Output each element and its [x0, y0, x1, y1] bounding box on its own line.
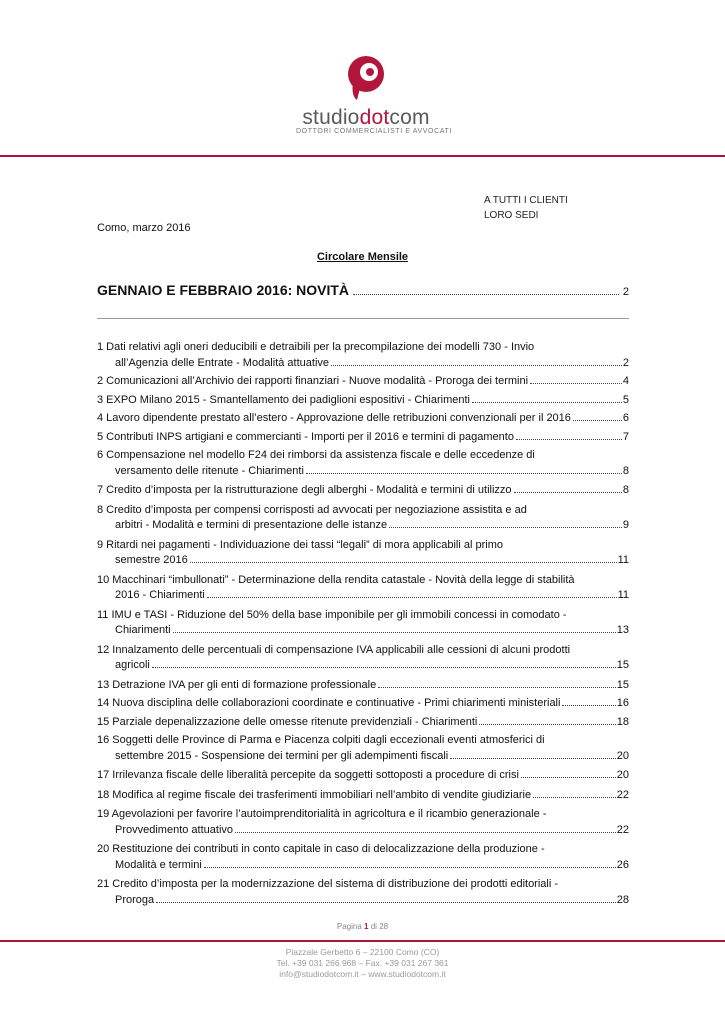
toc-entry-title-line: 6 Compensazione nel modello F24 dei rimborsi da assistenza fiscale e delle eccedenze di	[97, 449, 535, 461]
section-divider	[97, 318, 629, 319]
footer-address: Piazzale Gerbetto 6 – 22100 Como (CO)	[285, 947, 440, 957]
toc-entry[interactable]	[97, 733, 629, 764]
toc-entry[interactable]	[97, 483, 629, 499]
toc-entry-title: 14 Nuova disciplina delle collaborazioni coordinate e continuative - Primi chiarimenti ministeriali	[97, 697, 561, 709]
toc-leader	[479, 724, 615, 725]
toc-leader	[533, 797, 616, 798]
toc-entry[interactable]	[97, 696, 629, 712]
toc-leader	[190, 562, 617, 563]
toc-entry[interactable]	[97, 538, 629, 569]
toc-entry-title: 3 EXPO Milano 2015 - Smantellamento dei padiglioni espositivi - Chiarimenti	[97, 393, 470, 406]
toc-entry-title: 13 Detrazione IVA per gli enti di formazione professionale	[97, 678, 377, 691]
toc-page-number: 15	[616, 659, 629, 671]
toc-entry[interactable]	[97, 393, 629, 409]
recipient-line: LORO SEDI	[484, 210, 539, 221]
toc-entry[interactable]	[97, 715, 629, 731]
toc-entry[interactable]	[97, 678, 629, 694]
toc-page-number: 9	[622, 519, 629, 531]
toc-entry-title: 15 Parziale depenalizzazione delle omesse ritenute previdenziali - Chiarimenti	[97, 715, 478, 728]
toc-entry-title: Proroga	[115, 893, 155, 906]
toc-entry[interactable]	[97, 842, 629, 873]
toc-leader	[573, 420, 622, 421]
page-indicator: Pagina 1 di 28	[336, 922, 389, 931]
total-pages: 28	[379, 922, 389, 931]
toc-leader	[562, 705, 615, 706]
toc-entry[interactable]	[97, 768, 629, 784]
toc-leader	[516, 439, 622, 440]
toc-entry[interactable]	[97, 608, 629, 639]
footer-divider	[0, 940, 725, 942]
toc-page-number: 8	[622, 484, 629, 496]
studiodotcom-logo-icon	[341, 52, 391, 102]
toc-leader	[472, 402, 622, 403]
toc-page-number: 8	[622, 464, 629, 477]
toc-entry-title: 17 Irrilevanza fiscale delle liberalità percepite da soggetti sottoposti a procedure di crisi	[97, 769, 519, 781]
toc-page-number: 22	[616, 788, 629, 801]
toc-page-number: 5	[622, 393, 629, 406]
toc-page-number: 20	[616, 769, 629, 781]
toc-entry-title-line: 12 Innalzamento delle percentuali di compensazione IVA applicabili alle cessioni di alcuni prodotti	[97, 643, 571, 656]
logo-tagline: DOTTORI COMMERCIALISTI E AVVOCATI	[296, 128, 452, 135]
toc-entry[interactable]	[97, 877, 629, 908]
toc-leader	[530, 383, 622, 384]
toc-entry-title: 5 Contributi INPS artigiani e commercianti - Importi per il 2016 e termini di pagamento	[97, 430, 514, 443]
logo-wordmark: studiodotcom	[302, 106, 430, 129]
toc-leader	[514, 492, 622, 493]
current-page: 1	[364, 922, 369, 931]
toc-leader	[173, 632, 616, 633]
toc-page-number: 16	[616, 697, 629, 709]
toc-entry[interactable]	[97, 788, 629, 804]
toc-page-number: 7	[622, 430, 629, 443]
toc-page-number: 11	[617, 589, 629, 601]
toc-entry-title-line: 16 Soggetti delle Province di Parma e Piacenza colpiti dagli eccezionali eventi atmosferici di	[97, 734, 545, 746]
toc-page-number: 28	[616, 893, 629, 906]
toc-entry[interactable]	[97, 573, 629, 604]
footer	[0, 947, 725, 980]
toc-entry-title: 4 Lavoro dipendente prestato all’estero - Approvazione delle retribuzioni convenzionali per il 2016	[97, 412, 571, 424]
toc-entry-title: versamento delle ritenute - Chiarimenti	[115, 464, 304, 477]
toc-entry-title-line: 1 Dati relativi agli oneri deducibili e detraibili per la precompilazione dei modelli 730 - Invio	[97, 341, 535, 353]
toc-leader	[152, 667, 616, 668]
toc-leader	[235, 832, 616, 833]
toc-leader	[306, 473, 622, 474]
toc-entry[interactable]	[97, 448, 629, 479]
toc-entry-title: Provvedimento attuativo	[115, 823, 234, 836]
toc-leader	[331, 365, 622, 366]
toc-page-number: 6	[622, 412, 629, 424]
document-type-heading: Circolare Mensile	[316, 251, 409, 263]
toc-entry[interactable]	[97, 430, 629, 446]
place-date: Como, marzo 2016	[97, 222, 191, 234]
footer-contacts: info@studiodotcom.it – www.studiodotcom.it	[279, 969, 446, 979]
toc-page-number: 13	[616, 624, 629, 636]
footer-phone: Tel. +39 031 266 968 – Fax. +39 031 267 361	[276, 958, 449, 968]
header-divider	[0, 155, 725, 157]
toc-page-number: 4	[622, 375, 629, 387]
toc-page-number: 2	[622, 356, 629, 369]
toc-entry[interactable]	[97, 503, 629, 534]
toc-entry[interactable]	[97, 411, 629, 427]
toc-leader	[204, 867, 616, 868]
toc-leader	[389, 527, 622, 528]
toc-entry-title-line: 9 Ritardi nei pagamenti - Individuazione dei tassi “legali” di mora applicabili al primo	[97, 538, 503, 551]
toc-page-number: 26	[616, 858, 629, 871]
toc-entry-title-line: 8 Credito d’imposta per compensi corrisposti ad avvocati per negoziazione assistita e ad	[97, 503, 527, 516]
toc-leader	[450, 758, 616, 759]
toc-entry[interactable]	[97, 374, 629, 390]
recipient-line: A TUTTI I CLIENTI	[484, 195, 568, 206]
toc-page-number: 15	[616, 678, 629, 691]
toc-entry-title-line: 21 Credito d’imposta per la modernizzazione del sistema di distribuzione dei prodotti editoriali -	[97, 878, 559, 890]
toc-entry[interactable]	[97, 340, 629, 371]
main-toc-title: GENNAIO E FEBBRAIO 2016: NOVITÀ	[97, 282, 350, 298]
toc-page-number: 20	[616, 749, 629, 762]
toc-entry-title-line: 20 Restituzione dei contributi in conto capitale in caso di delocalizzazione della produzione -	[97, 843, 545, 855]
toc-entry-title-line: 10 Macchinari “imbullonati” - Determinazione della rendita catastale - Novità della legge di stabilità	[97, 573, 575, 586]
toc-entry-title: 18 Modifica al regime fiscale dei trasferimenti immobiliari nell’ambito di vendite giudiziarie	[97, 788, 532, 801]
toc-entry-title: Chiarimenti	[115, 624, 171, 636]
toc-leader	[378, 687, 616, 688]
main-toc-entry[interactable]	[97, 282, 629, 298]
toc-leader	[207, 597, 617, 598]
company-logo	[296, 52, 452, 135]
toc-leader	[521, 777, 616, 778]
toc-entry-title-line: 11 IMU e TASI - Riduzione del 50% della base imponibile per gli immobili concessi in comodato -	[97, 608, 567, 621]
toc-entry-title: settembre 2015 - Sospensione dei termini per gli adempimenti fiscali	[115, 749, 449, 762]
toc-entry-title: Modalità e termini	[115, 858, 202, 871]
toc-entry-title: 2 Comunicazioni all’Archivio dei rapporti finanziari - Nuove modalità - Proroga dei termini	[97, 375, 529, 387]
toc-entry-title: arbitri - Modalità e termini di presentazione delle istanze	[115, 519, 388, 531]
main-toc-page: 2	[622, 286, 629, 298]
recipient-block	[484, 193, 568, 223]
toc-page-number: 22	[616, 823, 629, 836]
toc-entry[interactable]	[97, 643, 629, 674]
toc-page-number: 11	[617, 554, 629, 566]
toc-entry-title: all’Agenzia delle Entrate - Modalità attuative	[115, 356, 330, 369]
toc-entry[interactable]	[97, 807, 629, 838]
toc-page-number: 18	[616, 715, 629, 728]
toc-entry-title: 2016 - Chiarimenti	[115, 589, 205, 601]
toc-entry-title: semestre 2016	[115, 554, 188, 566]
toc-entry-title-line: 19 Agevolazioni per favorire l’autoimprenditorialità in agricoltura e il ricambio generazionale -	[97, 808, 547, 820]
toc-leader	[156, 902, 616, 903]
table-of-contents	[97, 340, 629, 911]
toc-entry-title: 7 Credito d’imposta per la ristrutturazione degli alberghi - Modalità e termini di utilizzo	[97, 484, 512, 496]
toc-entry-title: agricoli	[115, 659, 150, 671]
toc-leader	[353, 294, 619, 295]
